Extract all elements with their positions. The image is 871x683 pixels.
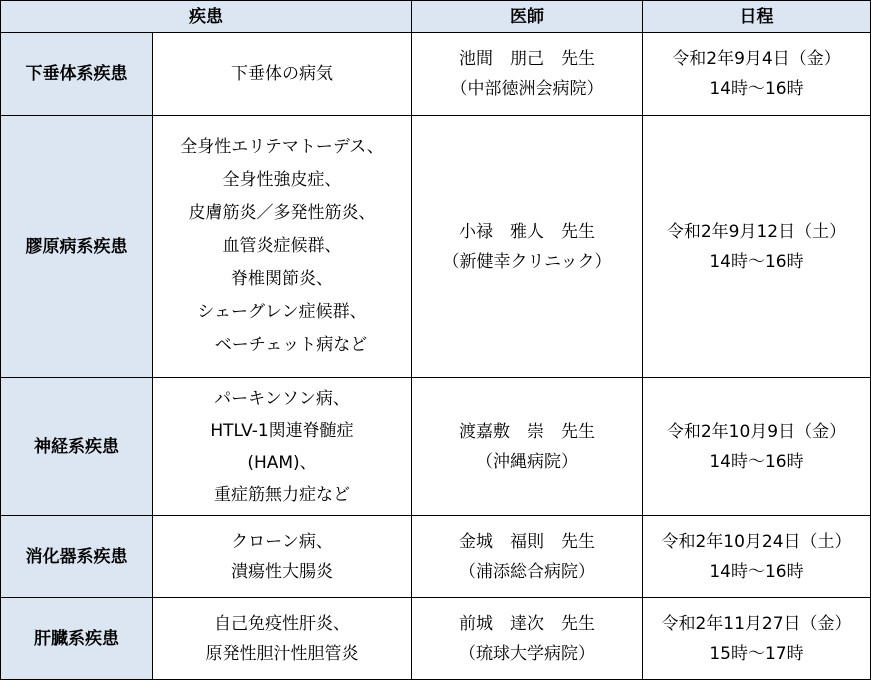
schedule-cell [643,116,871,378]
disease-cell [153,33,412,116]
disease-line: 皮膚筋炎／多発性筋炎、 [188,203,376,223]
disease-line: 原発性胆汁性胆管炎 [205,643,359,664]
disease-line: シェーグレン症候群、 [197,302,367,322]
header-row [1,1,871,33]
hospital-name: （新健幸クリニック） [442,251,612,272]
disease-cell [153,598,412,680]
table-row [1,116,871,378]
doctor-cell [412,378,643,516]
schedule-cell [643,516,871,598]
schedule-cell [643,598,871,680]
table-row [1,33,871,116]
doctor-name: 小禄 雅人 先生 [459,221,595,242]
schedule-cell [643,33,871,116]
table-row [1,378,871,516]
hospital-name: （浦添総合病院） [459,561,595,582]
schedule-date: 令和2年11月27日（金） [661,613,852,634]
disease-line: 全身性エリテマトーデス、 [180,137,384,157]
schedule-time: 14時～16時 [709,79,804,99]
disease-line: 下垂体の病気 [231,64,333,84]
header-schedule: 日程 [643,1,871,33]
disease-cell [153,116,412,378]
hospital-name: （琉球大学病院） [459,643,595,664]
disease-line: 脊椎関節炎、 [231,269,333,289]
category-cell: 消化器系疾患 [1,516,153,598]
header-disease: 疾患 [1,1,412,33]
header-doctor: 医師 [412,1,643,33]
disease-cell [153,378,412,516]
schedule-date: 令和2年10月9日（金） [666,421,847,442]
category-cell: 肝臓系疾患 [1,598,153,680]
table-row [1,516,871,598]
disease-cell [153,516,412,598]
schedule-time: 15時～17時 [709,643,804,664]
schedule-cell [643,378,871,516]
doctor-name: 渡嘉敷 崇 先生 [459,421,595,442]
schedule-time: 14時～16時 [709,561,804,582]
disease-line: (HAM)、 [247,452,317,473]
hospital-name: （沖縄病院） [476,451,578,472]
disease-line: 全身性強皮症、 [222,170,342,190]
disease-line: 潰瘍性大腸炎 [231,561,333,582]
doctor-cell [412,33,643,116]
doctor-name: 池間 朋己 先生 [459,49,595,69]
doctor-cell [412,516,643,598]
category-cell: 神経系疾患 [1,378,153,516]
category-cell: 下垂体系疾患 [1,33,153,116]
doctor-name: 金城 福則 先生 [459,531,595,552]
hospital-name: （中部徳洲会病院） [450,79,604,99]
disease-line: 自己免疫性肝炎、 [214,613,350,634]
disease-line: HTLV-1関連脊髄症 [210,420,354,441]
disease-line: 血管炎症候群、 [222,236,342,256]
schedule-date: 令和2年9月4日（金） [672,49,841,69]
schedule-time: 14時～16時 [709,251,804,272]
disease-line: ベーチェット病など [214,335,368,355]
disease-line: クローン病、 [231,531,333,552]
doctor-name: 前城 達次 先生 [459,613,595,634]
table-row [1,598,871,680]
schedule-date: 令和2年10月24日（土） [661,531,852,552]
category-cell: 膠原病系疾患 [1,116,153,378]
schedule-date: 令和2年9月12日（土） [666,221,847,242]
disease-line: 重症筋無力症など [214,484,350,505]
doctor-cell [412,598,643,680]
disease-line: パーキンソン病、 [214,388,350,409]
doctor-cell [412,116,643,378]
schedule-time: 14時～16時 [709,451,804,472]
